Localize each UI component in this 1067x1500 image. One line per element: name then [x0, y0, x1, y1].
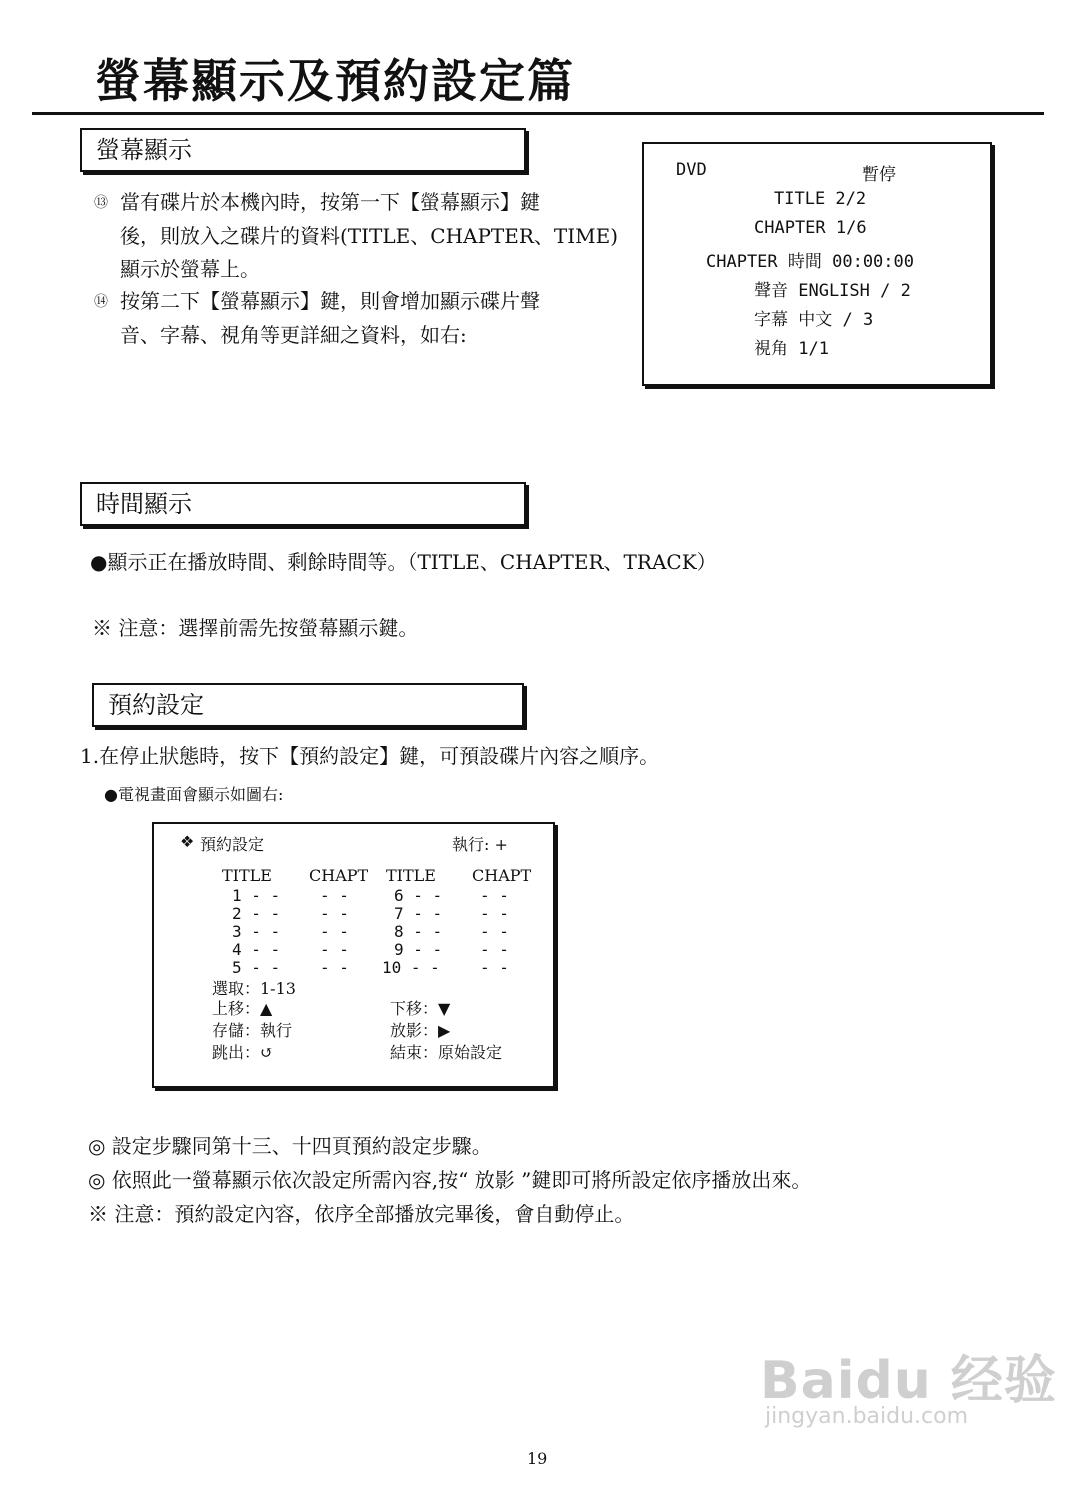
osd-title-line: TITLE 2/2	[774, 189, 867, 209]
program-row-4-title-b: 9 - -	[394, 940, 443, 959]
bullet-2-line-1: 按第二下【螢幕顯示】鍵，則會增加顯示碟片聲	[120, 289, 540, 313]
col-header-title-2: TITLE	[386, 866, 436, 885]
program-row-1-title-b: 6 - -	[394, 886, 443, 905]
osd-program-execute: 執行: +	[452, 835, 508, 854]
program-row-3-title-b: 8 - -	[394, 922, 443, 941]
osd-program-title: 預約設定	[200, 835, 265, 854]
bullet-1-line-1: 當有碟片於本機內時，按第一下【螢幕顯示】鍵	[120, 190, 540, 214]
program-row-5-title: 5 - -	[232, 958, 281, 977]
osd-exit-key: 跳出：↺	[212, 1043, 274, 1062]
program-row-1-title: 1 - -	[232, 886, 281, 905]
program-step-1: 1.在停止狀態時，按下【預約設定】鍵，可預設碟片內容之順序。	[80, 744, 660, 768]
osd-audio-line: 聲音 ENGLISH / 2	[754, 281, 911, 301]
program-row-3-chapt: - -	[320, 922, 349, 941]
section-heading-time-display: 時間顯示	[80, 482, 526, 526]
program-row-3-title: 3 - -	[232, 922, 281, 941]
osd-play-key: 放影：▶	[390, 1021, 451, 1040]
osd-angle-line: 視角 1/1	[754, 339, 829, 359]
program-note: ※ 注意：預約設定內容，依序全部播放完畢後，會自動停止。	[88, 1202, 635, 1226]
osd-store-key: 存儲：執行	[212, 1021, 293, 1040]
program-tv-note: ●電視畫面會顯示如圖右:	[104, 785, 284, 804]
osd-info-screen	[642, 142, 992, 386]
program-row-4-chapt-b: - -	[480, 940, 509, 959]
program-row-5-chapt: - -	[320, 958, 349, 977]
osd-end-key: 結束：原始設定	[390, 1043, 503, 1062]
watermark-logo: Baidu 经验	[760, 1351, 1057, 1411]
page-title: 螢幕顯示及預約設定篇	[95, 54, 575, 108]
program-row-2-chapt-b: - -	[480, 904, 509, 923]
osd-down-key: 下移：▼	[390, 999, 451, 1018]
osd-status: 暫停	[862, 165, 896, 185]
bullet-1	[94, 186, 618, 286]
osd-source: DVD	[676, 160, 707, 180]
bullet-1-marker: ⑬	[94, 195, 108, 211]
program-row-2-title: 2 - -	[232, 904, 281, 923]
watermark-url: jingyan.baidu.com	[765, 1404, 969, 1429]
osd-chapter-line: CHAPTER 1/6	[754, 218, 867, 238]
col-header-title-1: TITLE	[222, 866, 272, 885]
osd-subtitle-line: 字幕 中文 / 3	[754, 310, 874, 330]
osd-time-line: CHAPTER 時間 00:00:00	[706, 252, 914, 272]
time-display-note: ※ 注意：選擇前需先按螢幕顯示鍵。	[92, 616, 419, 640]
program-row-4-chapt: - -	[320, 940, 349, 959]
col-header-chapt-1: CHAPT	[309, 866, 369, 885]
program-row-1-chapt-b: - -	[480, 886, 509, 905]
section-heading-program: 預約設定	[92, 683, 524, 727]
program-row-2-title-b: 7 - -	[394, 904, 443, 923]
bullet-2-marker: ⑭	[94, 294, 108, 310]
program-row-2-chapt: - -	[320, 904, 349, 923]
program-bullet-2: ◎ 依照此一螢幕顯示依次設定所需內容,按“ 放影 ”鍵即可將所設定依序播放出來。	[88, 1168, 812, 1192]
bullet-1-line-2: 後，則放入之碟片的資料(TITLE、CHAPTER、TIME)	[120, 224, 619, 248]
bullet-1-line-3: 顯示於螢幕上。	[120, 257, 260, 281]
program-row-1-chapt: - -	[320, 886, 349, 905]
program-row-5-title-b: 10 - -	[382, 958, 440, 977]
bullet-2	[94, 285, 540, 352]
col-header-chapt-2: CHAPT	[472, 866, 532, 885]
diamond-icon: ❖	[180, 832, 195, 851]
title-divider	[32, 112, 1044, 115]
bullet-2-line-2: 音、字幕、視角等更詳細之資料，如右:	[120, 323, 467, 347]
time-display-text: ●顯示正在播放時間、剩餘時間等。（TITLE、CHAPTER、TRACK）	[90, 550, 717, 574]
program-row-3-chapt-b: - -	[480, 922, 509, 941]
osd-program-screen	[152, 822, 555, 1088]
page-number: 19	[527, 1449, 548, 1468]
osd-up-key: 上移：▲	[212, 999, 273, 1018]
program-bullet-1: ◎ 設定步驟同第十三、十四頁預約設定步驟。	[88, 1134, 492, 1158]
section-heading-screen-display: 螢幕顯示	[80, 128, 526, 172]
osd-select-range: 選取：1-13	[212, 979, 296, 998]
program-row-4-title: 4 - -	[232, 940, 281, 959]
program-row-5-chapt-b: - -	[480, 958, 509, 977]
